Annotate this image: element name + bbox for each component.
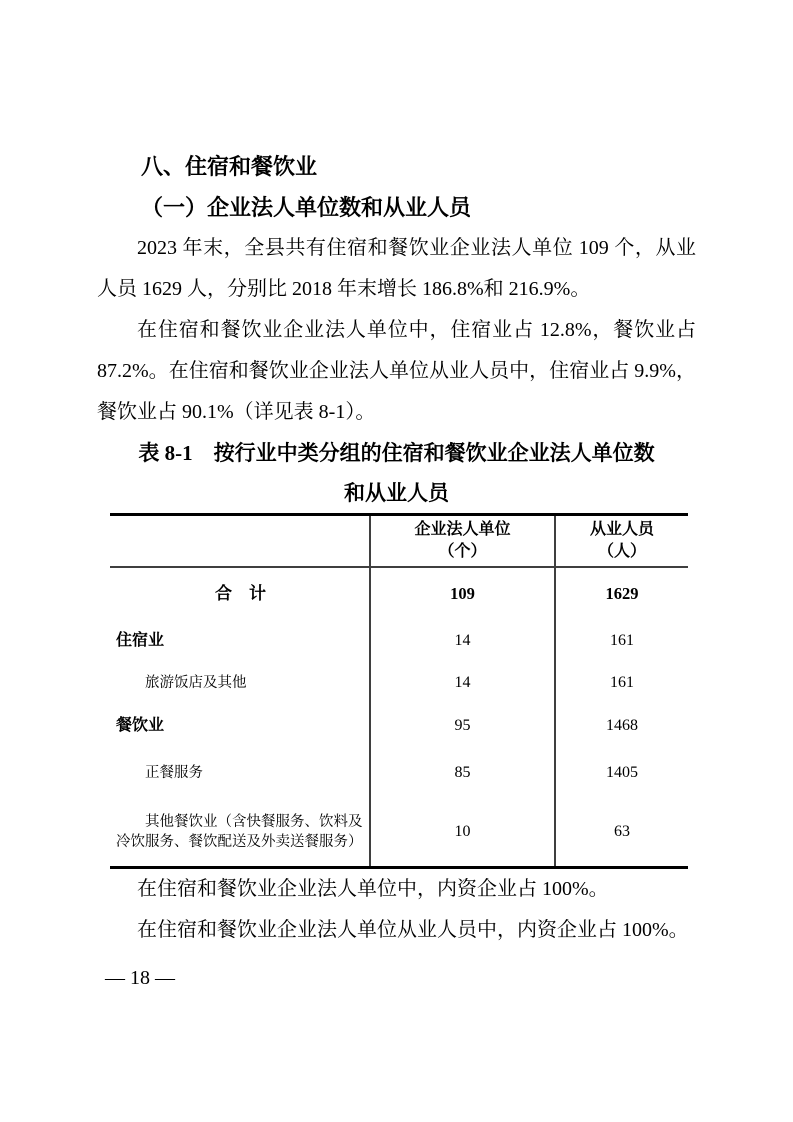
table-caption-line-1: 表 8-1 按行业中类分组的住宿和餐饮业企业法人单位数	[138, 441, 655, 465]
persons-cell: 161	[555, 620, 688, 662]
table-row	[110, 748, 688, 798]
units-cell: 95	[370, 704, 555, 748]
table-caption-line-2: 和从业人员	[344, 481, 449, 505]
table-header-row	[110, 515, 688, 568]
row-label-cell: 合 计	[215, 584, 266, 603]
units-cell: 85	[370, 748, 555, 798]
row-label-cell: 正餐服务	[145, 765, 203, 781]
paragraph-domestic-units: 在住宿和餐饮业企业法人单位中，内资企业占 100%。	[137, 878, 609, 900]
header-employees-title: 从业人员	[589, 521, 654, 538]
row-label-cell: 旅游饭店及其他	[145, 675, 247, 691]
paragraph-shares: 在住宿和餐饮业企业法人单位中，住宿业占 12.8%，餐饮业占 87.2%。在住宿和餐饮业企业法人单位从业人员中，住宿业占 9.9%，餐饮业占 90.1%（详见表 8-1）。	[97, 319, 696, 423]
units-cell: 14	[370, 662, 555, 704]
units-cell: 10	[370, 798, 555, 868]
persons-cell: 161	[555, 662, 688, 704]
page-number: — 18 —	[105, 967, 175, 989]
units-cell: 14	[370, 620, 555, 662]
header-employees	[555, 515, 688, 568]
persons-cell: 1468	[555, 704, 688, 748]
paragraph-domestic-employees: 在住宿和餐饮业企业法人单位从业人员中，内资企业占 100%。	[137, 919, 689, 941]
table-row	[110, 567, 688, 620]
section-heading: 八、住宿和餐饮业	[141, 154, 318, 179]
header-legal-units-title: 企业法人单位	[414, 521, 511, 538]
persons-cell: 1405	[555, 748, 688, 798]
table-row	[110, 798, 688, 868]
persons-cell: 1629	[555, 567, 688, 620]
header-legal-units	[370, 515, 555, 568]
paragraph-overview: 2023 年末，全县共有住宿和餐饮业企业法人单位 109 个，从业人员 1629 人，分别比 2018 年末增长 186.8%和 216.9%。	[97, 237, 696, 300]
header-legal-units-unit: （个）	[438, 543, 487, 560]
header-empty-cell	[110, 515, 370, 568]
row-label-cell: 餐饮业	[116, 717, 165, 734]
header-employees-unit: （人）	[597, 543, 646, 560]
row-label-cell: 住宿业	[116, 632, 165, 649]
table-row	[110, 704, 688, 748]
persons-cell: 63	[555, 798, 688, 868]
subsection-heading: （一）企业法人单位数和从业人员	[141, 195, 472, 220]
units-cell: 109	[370, 567, 555, 620]
stats-table	[110, 513, 688, 869]
table-caption	[97, 433, 696, 513]
table-row	[110, 662, 688, 704]
table-row	[110, 620, 688, 662]
row-label-cell: 其他餐饮业（含快餐服务、饮料及冷饮服务、餐饮配送及外卖送餐服务）	[116, 814, 363, 850]
